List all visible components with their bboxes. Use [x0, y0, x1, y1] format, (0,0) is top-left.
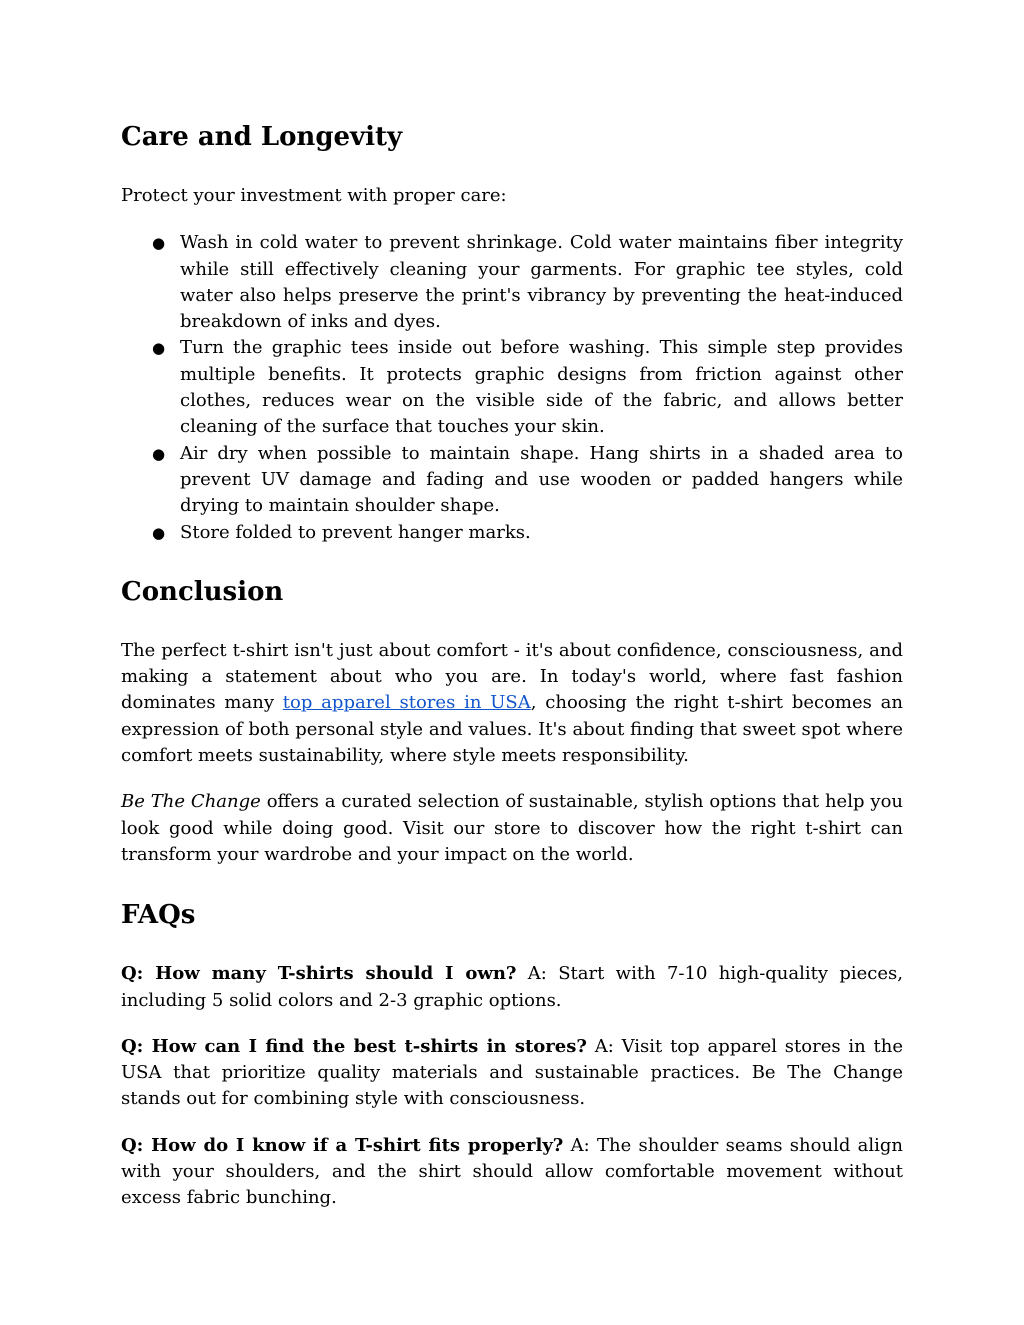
faq-item	[121, 1034, 903, 1113]
faq-answer: A: The shoulder seams should align with your shoulders, and the shirt should allow comfortable movement without excess fabric bunching.	[121, 1134, 903, 1209]
list-item	[152, 230, 903, 335]
list-item-text: Air dry when possible to maintain shape. Hang shirts in a shaded area to prevent UV damage and fading and use wooden or padded hangers while drying to maintain shoulder shape.	[180, 442, 903, 517]
bullet-icon: ●	[152, 234, 166, 253]
care-list	[121, 230, 903, 546]
list-item-text: Turn the graphic tees inside out before washing. This simple step provides multiple benefits. It protects graphic designs from friction against other clothes, reduces wear on the visible side of the fabric, and allows better cleaning of the surface that touches your skin.	[180, 337, 903, 438]
bullet-icon: ●	[152, 444, 166, 463]
apparel-stores-link[interactable]: top apparel stores in USA	[282, 692, 531, 714]
conclusion-text-start: The perfect t-shirt isn't just about comfort - it's about confidence, consciousness, and making a statement about who you are. In today's world, where fast fashion dominates many	[121, 639, 903, 714]
brand-paragraph-text: offers a curated selection of sustainable, stylish options that help you look good while doing good. Visit our store to discover how the right t-shirt can transform your wardrobe and your impact on the world.	[121, 791, 903, 865]
faq-question: Q: How many T-shirts should I own?	[121, 963, 517, 985]
list-item-text: Store folded to prevent hanger marks.	[180, 521, 531, 543]
faq-answer: A: Visit top apparel stores in the USA that prioritize quality materials and sustainable practices. Be The Change stands out for combining style with consciousness.	[121, 1035, 904, 1110]
list-item-text: Wash in cold water to prevent shrinkage. Cold water maintains fiber integrity while still effectively cleaning your garments. For graphic tee styles, cold water also helps preserve the print's vibrancy by preventing the heat-induced breakdown of inks and dyes.	[180, 232, 903, 333]
brand-paragraph	[121, 789, 903, 868]
bullet-icon: ●	[152, 339, 166, 358]
conclusion-paragraph	[121, 638, 903, 769]
list-item	[152, 335, 903, 440]
care-intro: Protect your investment with proper care:	[121, 185, 507, 206]
faq-item	[121, 961, 903, 1014]
conclusion-heading: Conclusion	[121, 576, 284, 607]
faq-answer: A: Start with 7-10 high-quality pieces, including 5 solid colors and 2-3 graphic options.	[121, 963, 903, 1011]
faq-question: Q: How do I know if a T-shirt fits properly?	[121, 1134, 564, 1156]
faq-item	[121, 1133, 903, 1212]
list-item	[152, 520, 903, 546]
conclusion-text-end: , choosing the right t-shirt becomes an expression of both personal style and values. It's about finding that sweet spot where comfort meets sustainability, where style meets responsibility.	[121, 692, 904, 767]
document-page	[121, 110, 903, 1212]
faq-question: Q: How can I find the best t-shirts in stores?	[121, 1035, 587, 1057]
bullet-icon: ●	[152, 523, 166, 542]
list-item	[152, 441, 903, 520]
faqs-heading: FAQs	[121, 900, 196, 931]
care-heading: Care and Longevity	[121, 122, 403, 152]
brand-name: Be The Change	[121, 791, 261, 813]
